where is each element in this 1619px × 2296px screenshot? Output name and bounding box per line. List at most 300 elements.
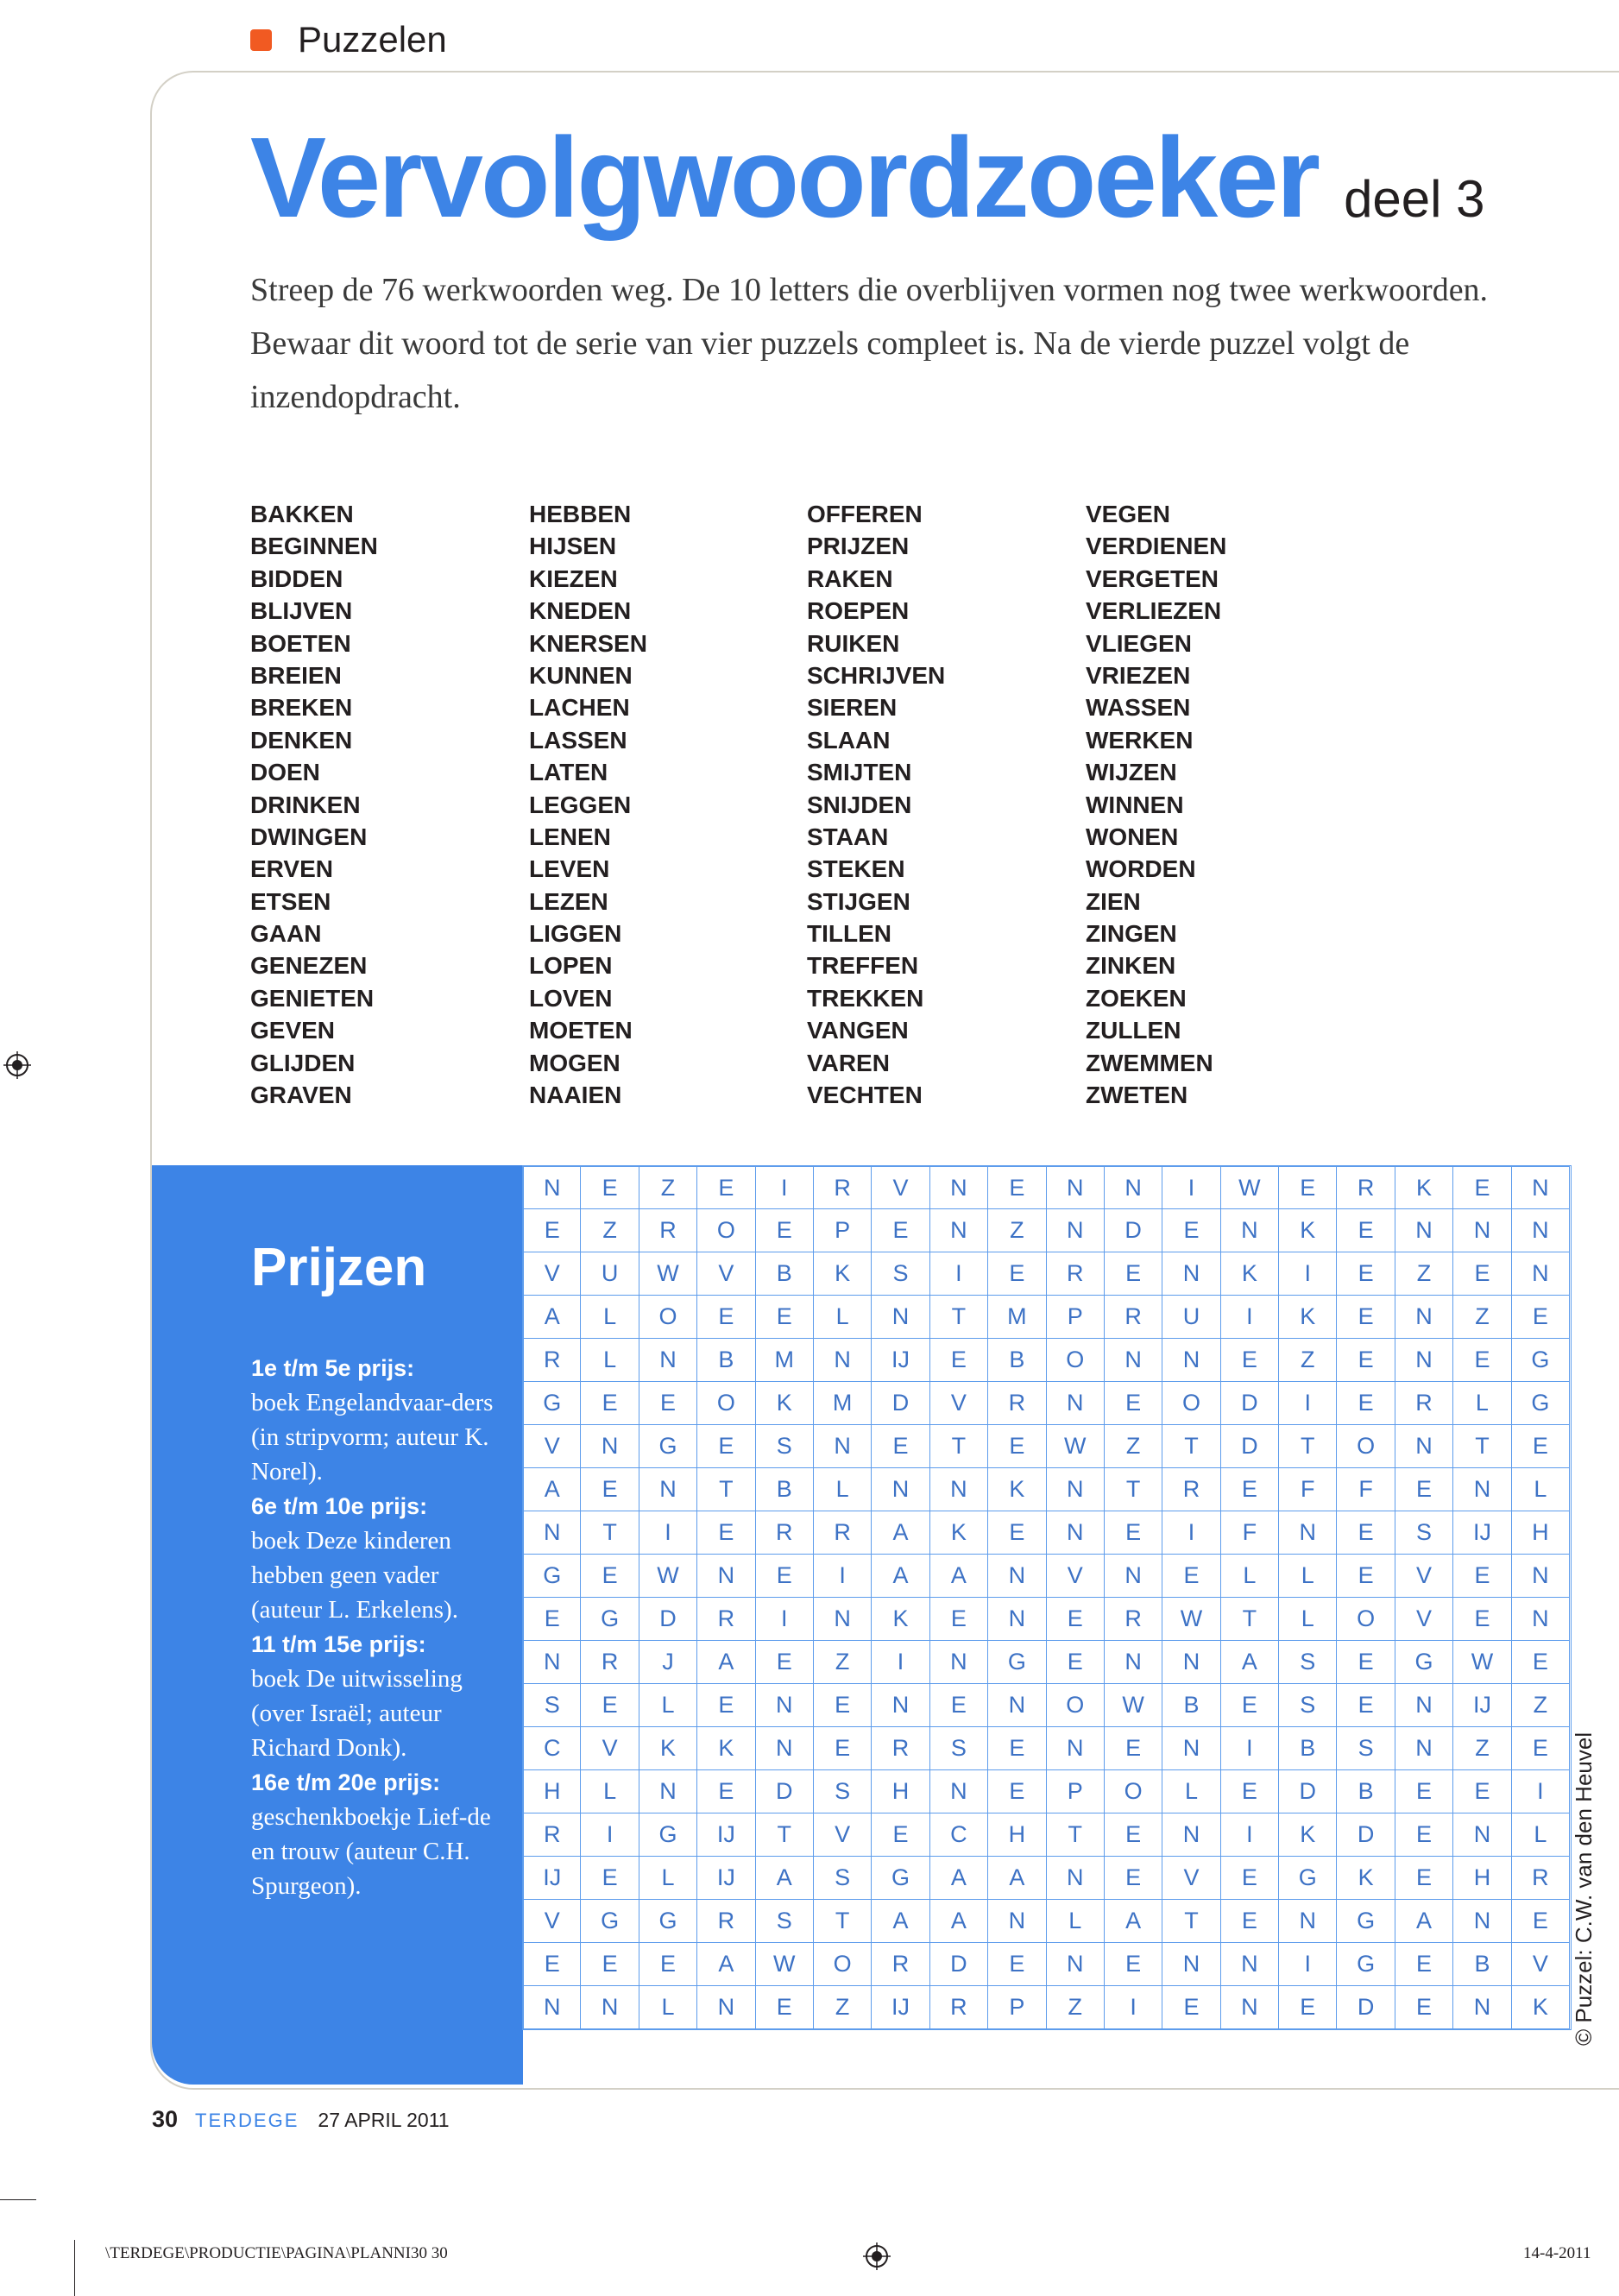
word-item: BREIEN (250, 661, 342, 689)
grid-cell: E (1395, 1770, 1453, 1813)
grid-cell: B (988, 1339, 1046, 1382)
grid-cell: K (872, 1598, 929, 1641)
grid-cell: R (1395, 1382, 1453, 1425)
word-item: DENKEN (250, 726, 353, 754)
grid-cell: S (814, 1770, 872, 1813)
grid-cell: K (1337, 1857, 1395, 1900)
grid-cell: H (523, 1770, 581, 1813)
grid-cell: E (1047, 1598, 1105, 1641)
grid-cell: G (581, 1598, 639, 1641)
page-title (250, 112, 1485, 243)
grid-cell: E (1337, 1511, 1395, 1555)
grid-cell: D (1105, 1209, 1162, 1252)
grid-cell: E (1105, 1727, 1162, 1770)
grid-row (523, 1727, 1571, 1770)
word-item: MOGEN (529, 1049, 621, 1076)
grid-cell: N (1395, 1727, 1453, 1770)
grid-cell: L (1279, 1598, 1337, 1641)
grid-cell: L (814, 1296, 872, 1339)
grid-cell: E (1453, 1770, 1511, 1813)
word-item: STIJGEN (807, 887, 910, 915)
grid-cell: O (697, 1382, 755, 1425)
grid-cell: K (814, 1252, 872, 1296)
grid-cell: R (581, 1641, 639, 1684)
grid-cell: D (930, 1943, 988, 1986)
grid-cell: M (814, 1382, 872, 1425)
grid-cell: E (1512, 1641, 1570, 1684)
grid-cell: N (1512, 1166, 1570, 1209)
word-item: HIJSEN (529, 533, 617, 560)
grid-cell: N (988, 1598, 1046, 1641)
grid-cell: E (1453, 1339, 1511, 1382)
grid-cell: E (697, 1770, 755, 1813)
grid-cell: Z (1105, 1425, 1162, 1468)
grid-cell: S (814, 1857, 872, 1900)
grid-row (523, 1684, 1571, 1727)
grid-cell: N (1453, 1813, 1511, 1857)
grid-cell: R (756, 1511, 814, 1555)
grid-cell: E (1453, 1252, 1511, 1296)
grid-cell: Z (1395, 1252, 1453, 1296)
word-item: ETSEN (250, 887, 331, 915)
word-item: VLIEGEN (1086, 629, 1192, 657)
registration-mark-icon (863, 2242, 891, 2270)
grid-cell: E (756, 1555, 814, 1598)
grid-cell: D (1337, 1813, 1395, 1857)
grid-cell: N (1047, 1511, 1105, 1555)
grid-cell: E (581, 1684, 639, 1727)
grid-cell: I (756, 1166, 814, 1209)
grid-cell: G (1512, 1382, 1570, 1425)
grid-cell: R (814, 1166, 872, 1209)
grid-cell: E (523, 1943, 581, 1986)
word-item: LATEN (529, 759, 608, 786)
grid-cell: T (581, 1511, 639, 1555)
grid-cell: L (639, 1684, 697, 1727)
grid-cell: E (988, 1770, 1046, 1813)
grid-cell: I (872, 1641, 929, 1684)
grid-cell: N (988, 1900, 1046, 1943)
print-date: 14-4-2011 (1523, 2244, 1591, 2262)
crop-mark-bottom (74, 2240, 75, 2296)
grid-cell: D (1221, 1425, 1279, 1468)
word-column (250, 498, 378, 1111)
word-item: BOETEN (250, 629, 351, 657)
grid-cell: E (581, 1468, 639, 1511)
grid-cell: S (756, 1900, 814, 1943)
grid-cell: L (1047, 1900, 1105, 1943)
grid-cell: O (1047, 1339, 1105, 1382)
section-label: Puzzelen (298, 19, 447, 60)
grid-cell: N (1512, 1555, 1570, 1598)
word-item: RUIKEN (807, 629, 900, 657)
grid-cell: IJ (523, 1857, 581, 1900)
grid-cell: T (1279, 1425, 1337, 1468)
word-item: BAKKEN (250, 501, 354, 527)
grid-cell: P (814, 1209, 872, 1252)
grid-cell: M (988, 1296, 1046, 1339)
grid-cell: D (1337, 1986, 1395, 2029)
grid-cell: E (581, 1555, 639, 1598)
word-item: VAREN (807, 1049, 890, 1076)
grid-cell: N (1395, 1339, 1453, 1382)
grid-cell: W (1105, 1684, 1162, 1727)
word-column (1086, 498, 1226, 1111)
prize-description: boek De uitwisseling (over Israël; auteur Richard Donk). (251, 1665, 463, 1762)
grid-cell: S (1337, 1727, 1395, 1770)
word-item: ZWETEN (1086, 1082, 1188, 1109)
grid-cell: Z (1279, 1339, 1337, 1382)
grid-cell: I (581, 1813, 639, 1857)
grid-cell: E (1453, 1166, 1511, 1209)
grid-cell: N (988, 1555, 1046, 1598)
grid-cell: V (1512, 1943, 1570, 1986)
grid-cell: R (523, 1813, 581, 1857)
grid-cell: W (639, 1252, 697, 1296)
grid-row (523, 1166, 1571, 1209)
grid-row (523, 1900, 1571, 1943)
grid-cell: K (639, 1727, 697, 1770)
word-item: ZINGEN (1086, 920, 1177, 948)
grid-cell: B (697, 1339, 755, 1382)
grid-cell: I (814, 1555, 872, 1598)
grid-cell: E (581, 1943, 639, 1986)
grid-cell: K (1221, 1252, 1279, 1296)
grid-cell: E (1395, 1986, 1453, 2029)
grid-cell: G (523, 1382, 581, 1425)
word-item: GRAVEN (250, 1082, 352, 1109)
grid-cell: N (1453, 1209, 1511, 1252)
prize-rank: 16e t/m 20e prijs: (251, 1769, 441, 1795)
grid-cell: N (581, 1986, 639, 2029)
grid-cell: K (697, 1727, 755, 1770)
grid-cell: D (639, 1598, 697, 1641)
grid-cell: E (1512, 1900, 1570, 1943)
word-item: DRINKEN (250, 791, 361, 818)
grid-cell: E (697, 1296, 755, 1339)
grid-cell: E (1395, 1813, 1453, 1857)
grid-cell: P (1047, 1296, 1105, 1339)
word-item: KNERSEN (529, 629, 647, 657)
grid-cell: E (988, 1727, 1046, 1770)
word-item: WIJZEN (1086, 759, 1177, 786)
grid-cell: E (639, 1382, 697, 1425)
grid-cell: S (1395, 1511, 1453, 1555)
grid-cell: V (523, 1425, 581, 1468)
grid-cell: E (1105, 1511, 1162, 1555)
word-item: LEZEN (529, 887, 608, 915)
grid-cell: A (523, 1296, 581, 1339)
grid-cell: D (756, 1770, 814, 1813)
grid-cell: K (1395, 1166, 1453, 1209)
title-sub: deel 3 (1344, 170, 1485, 228)
grid-cell: I (1221, 1296, 1279, 1339)
grid-cell: E (1162, 1209, 1220, 1252)
grid-cell: G (581, 1900, 639, 1943)
grid-cell: G (523, 1555, 581, 1598)
prize-rank: 6e t/m 10e prijs: (251, 1493, 428, 1519)
word-item: MOETEN (529, 1017, 633, 1044)
grid-cell: IJ (872, 1339, 929, 1382)
grid-cell: E (930, 1339, 988, 1382)
word-item: SLAAN (807, 726, 891, 754)
grid-cell: E (930, 1598, 988, 1641)
grid-cell: E (1395, 1943, 1453, 1986)
grid-cell: B (756, 1252, 814, 1296)
grid-cell: E (1162, 1555, 1220, 1598)
grid-cell: L (814, 1468, 872, 1511)
grid-cell: G (1279, 1857, 1337, 1900)
grid-cell: Z (639, 1166, 697, 1209)
grid-cell: I (639, 1511, 697, 1555)
grid-cell: R (1162, 1468, 1220, 1511)
grid-cell: T (1453, 1425, 1511, 1468)
grid-cell: I (1221, 1727, 1279, 1770)
grid-cell: F (1221, 1511, 1279, 1555)
intro-text: Streep de 76 werkwoorden weg. De 10 letters die overblijven vormen nog twee werkwoorden. Bewaar dit woord tot de serie van vier puzzels compleet is. Na de vierde puzzel volgt de inzendopdracht. (250, 272, 1489, 415)
word-item: PRIJZEN (807, 533, 910, 560)
prize-rank: 1e t/m 5e prijs: (251, 1355, 415, 1381)
grid-cell: R (814, 1511, 872, 1555)
grid-cell: A (1221, 1641, 1279, 1684)
prize-item (251, 1627, 510, 1765)
grid-cell: E (639, 1943, 697, 1986)
grid-cell: N (1453, 1468, 1511, 1511)
grid-cell: A (523, 1468, 581, 1511)
word-item: TREFFEN (807, 952, 919, 980)
grid-cell: R (988, 1382, 1046, 1425)
grid-row (523, 1382, 1571, 1425)
grid-cell: E (814, 1684, 872, 1727)
word-item: LASSEN (529, 726, 627, 754)
word-item: ERVEN (250, 855, 333, 883)
grid-row (523, 1813, 1571, 1857)
grid-cell: U (1162, 1296, 1220, 1339)
section-bullet-icon (250, 29, 272, 51)
grid-cell: E (872, 1813, 929, 1857)
grid-cell: E (1105, 1813, 1162, 1857)
word-item: BLIJVEN (250, 597, 353, 625)
grid-cell: Z (814, 1986, 872, 2029)
word-item: DOEN (250, 759, 320, 786)
grid-cell: F (1337, 1468, 1395, 1511)
grid-cell: N (814, 1339, 872, 1382)
grid-cell: E (756, 1209, 814, 1252)
grid-cell: T (1105, 1468, 1162, 1511)
page-footer (152, 2106, 450, 2133)
grid-cell: N (930, 1641, 988, 1684)
grid-cell: G (1337, 1900, 1395, 1943)
word-item: VERGETEN (1086, 565, 1219, 592)
grid-cell: T (1047, 1813, 1105, 1857)
grid-cell: E (1337, 1684, 1395, 1727)
grid-cell: N (872, 1296, 929, 1339)
word-column (529, 498, 647, 1111)
word-item: VERDIENEN (1086, 533, 1227, 560)
word-item: BEGINNEN (250, 533, 378, 560)
grid-cell: Z (988, 1209, 1046, 1252)
grid-cell: E (1105, 1857, 1162, 1900)
grid-cell: A (697, 1943, 755, 1986)
grid-cell: T (1162, 1425, 1220, 1468)
grid-cell: Z (814, 1641, 872, 1684)
grid-cell: O (639, 1296, 697, 1339)
grid-cell: V (523, 1252, 581, 1296)
word-item: ZULLEN (1086, 1017, 1181, 1044)
word-item: ZOEKEN (1086, 984, 1187, 1012)
grid-cell: E (988, 1252, 1046, 1296)
grid-row (523, 1425, 1571, 1468)
grid-cell: N (523, 1511, 581, 1555)
grid-cell: F (1279, 1468, 1337, 1511)
grid-cell: G (1395, 1641, 1453, 1684)
grid-cell: N (1047, 1209, 1105, 1252)
grid-cell: V (1395, 1555, 1453, 1598)
grid-cell: N (697, 1986, 755, 2029)
grid-cell: N (756, 1684, 814, 1727)
grid-cell: V (872, 1166, 929, 1209)
grid-cell: M (756, 1339, 814, 1382)
grid-row (523, 1598, 1571, 1641)
grid-cell: I (1279, 1943, 1337, 1986)
grid-cell: V (523, 1900, 581, 1943)
grid-cell: W (1047, 1425, 1105, 1468)
word-item: LEGGEN (529, 791, 632, 818)
grid-cell: K (1279, 1209, 1337, 1252)
prizes-heading: Prijzen (251, 1238, 427, 1297)
grid-cell: E (523, 1209, 581, 1252)
prize-description: geschenkboekje Lief-de en trouw (auteur C.H. Spurgeon). (251, 1803, 491, 1900)
magazine-name: TERDEGE (195, 2110, 299, 2131)
grid-cell: N (814, 1425, 872, 1468)
grid-cell: L (1279, 1555, 1337, 1598)
grid-cell: E (1337, 1382, 1395, 1425)
grid-cell: P (1047, 1770, 1105, 1813)
grid-row (523, 1209, 1571, 1252)
grid-cell: S (523, 1684, 581, 1727)
grid-cell: E (1337, 1209, 1395, 1252)
grid-cell: N (930, 1468, 988, 1511)
grid-cell: N (1162, 1641, 1220, 1684)
grid-cell: R (639, 1209, 697, 1252)
grid-cell: N (1047, 1727, 1105, 1770)
grid-cell: E (697, 1166, 755, 1209)
word-item: WINNEN (1086, 791, 1184, 818)
grid-cell: E (1337, 1555, 1395, 1598)
grid-cell: S (872, 1252, 929, 1296)
grid-cell: V (581, 1727, 639, 1770)
grid-cell: E (697, 1511, 755, 1555)
grid-cell: W (1221, 1166, 1279, 1209)
grid-cell: N (930, 1209, 988, 1252)
grid-cell: N (1162, 1943, 1220, 1986)
grid-cell: G (639, 1425, 697, 1468)
grid-cell: G (1512, 1339, 1570, 1382)
word-item: ROEPEN (807, 597, 910, 625)
grid-cell: E (1279, 1166, 1337, 1209)
grid-cell: V (930, 1382, 988, 1425)
word-item: WONEN (1086, 823, 1179, 850)
grid-cell: B (1162, 1684, 1220, 1727)
word-item: KIEZEN (529, 565, 618, 592)
grid-cell: L (581, 1296, 639, 1339)
grid-cell: A (1395, 1900, 1453, 1943)
grid-cell: Z (1453, 1727, 1511, 1770)
prize-item (251, 1765, 510, 1903)
grid-cell: E (1453, 1555, 1511, 1598)
grid-cell: N (1162, 1252, 1220, 1296)
prize-list (251, 1351, 510, 1903)
grid-cell: R (1105, 1598, 1162, 1641)
grid-cell: T (930, 1296, 988, 1339)
grid-cell: N (930, 1166, 988, 1209)
grid-cell: N (930, 1770, 988, 1813)
grid-cell: N (1395, 1296, 1453, 1339)
grid-cell: N (1453, 1986, 1511, 2029)
grid-cell: E (1221, 1900, 1279, 1943)
grid-cell: N (1162, 1813, 1220, 1857)
grid-cell: Z (1047, 1986, 1105, 2029)
grid-cell: W (756, 1943, 814, 1986)
grid-cell: V (1047, 1555, 1105, 1598)
grid-cell: E (872, 1209, 929, 1252)
grid-cell: N (581, 1425, 639, 1468)
grid-cell: B (1337, 1770, 1395, 1813)
grid-cell: P (988, 1986, 1046, 2029)
grid-cell: E (1337, 1252, 1395, 1296)
grid-cell: W (1453, 1641, 1511, 1684)
word-item: VEGEN (1086, 501, 1171, 527)
grid-cell: E (988, 1943, 1046, 1986)
grid-cell: O (1337, 1425, 1395, 1468)
grid-cell: N (1395, 1209, 1453, 1252)
grid-cell: D (872, 1382, 929, 1425)
grid-cell: E (1453, 1598, 1511, 1641)
grid-cell: L (581, 1770, 639, 1813)
grid-cell: H (1453, 1857, 1511, 1900)
grid-cell: N (872, 1684, 929, 1727)
grid-cell: L (1512, 1468, 1570, 1511)
grid-cell: N (1221, 1209, 1279, 1252)
word-item: BIDDEN (250, 565, 343, 592)
page-number: 30 (152, 2106, 179, 2132)
grid-cell: I (930, 1252, 988, 1296)
grid-cell: N (1047, 1857, 1105, 1900)
grid-cell: O (1337, 1598, 1395, 1641)
grid-cell: G (639, 1900, 697, 1943)
grid-cell: W (639, 1555, 697, 1598)
grid-cell: A (697, 1641, 755, 1684)
grid-cell: N (1279, 1900, 1337, 1943)
grid-cell: E (581, 1857, 639, 1900)
grid-cell: L (1512, 1813, 1570, 1857)
grid-cell: T (1221, 1598, 1279, 1641)
grid-cell: IJ (872, 1986, 929, 2029)
grid-cell: L (1162, 1770, 1220, 1813)
prize-item (251, 1489, 510, 1627)
grid-cell: A (872, 1900, 929, 1943)
word-item: HEBBEN (529, 501, 632, 527)
word-item: LIGGEN (529, 920, 622, 948)
word-item: RAKEN (807, 565, 893, 592)
grid-cell: U (581, 1252, 639, 1296)
grid-row (523, 1770, 1571, 1813)
word-item: VERLIEZEN (1086, 597, 1222, 625)
grid-cell: D (1221, 1382, 1279, 1425)
grid-cell: N (1395, 1684, 1453, 1727)
grid-cell: N (639, 1468, 697, 1511)
grid-row (523, 1468, 1571, 1511)
